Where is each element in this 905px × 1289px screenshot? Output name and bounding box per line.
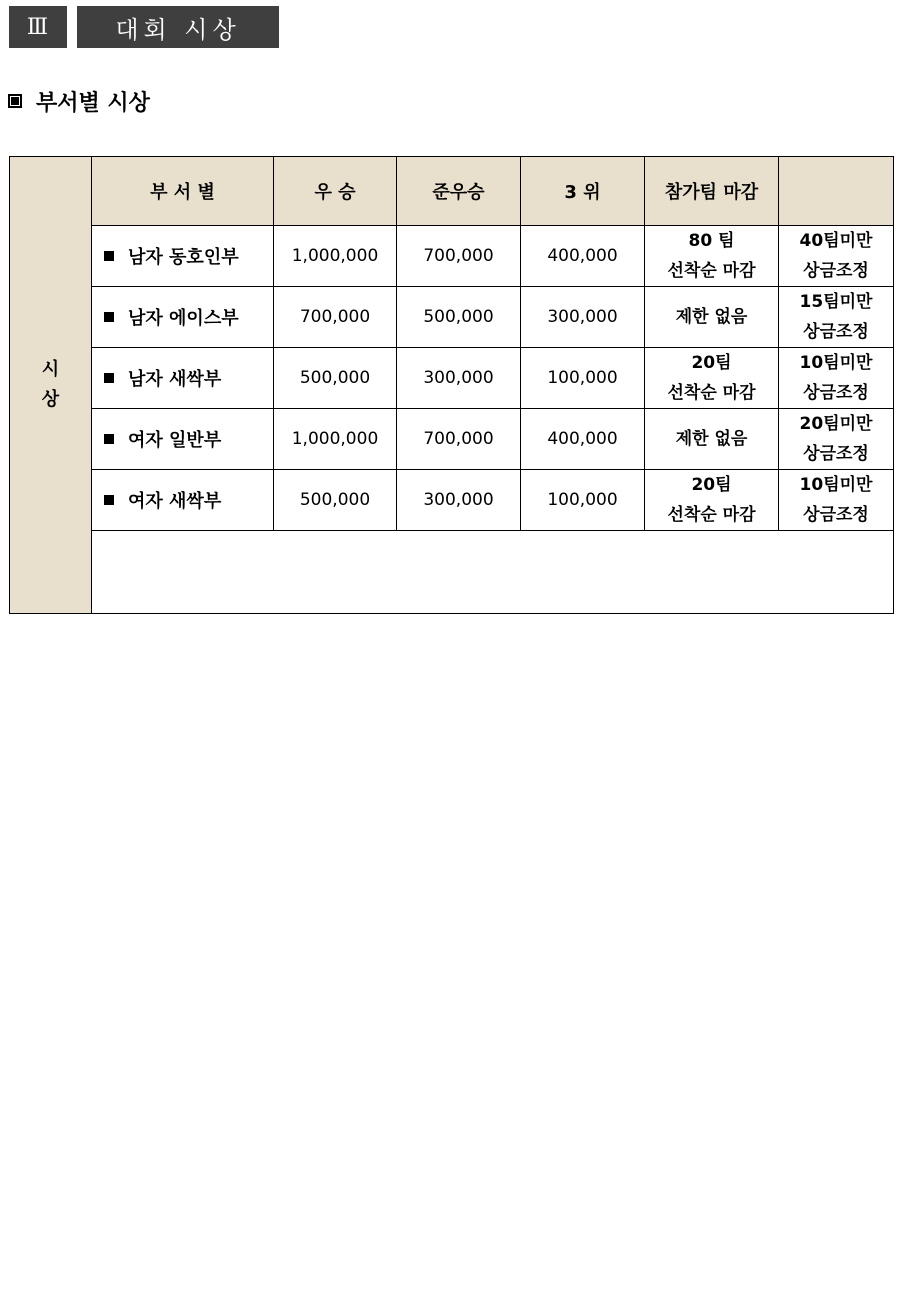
bullet-square-icon [104,373,114,383]
third-prize: 300,000 [521,287,645,348]
first-prize: 500,000 [274,470,397,531]
empty-cell [92,531,894,614]
deadline-cell [645,470,779,531]
dept-label: 남자 동호인부 [128,247,239,268]
deadline-line1: 20팀 [691,475,732,495]
header-dept: 부 서 별 [92,157,274,226]
bullet-square-icon [104,434,114,444]
note-line2: 상금조정 [803,444,869,464]
dept-label: 여자 일반부 [128,430,222,451]
note-line2: 상금조정 [803,505,869,525]
note-line1: 20팀미만 [799,414,873,434]
deadline-line1: 제한 없음 [675,429,748,449]
dept-cell [92,226,274,287]
dept-cell [92,287,274,348]
header-second: 준우승 [397,157,521,226]
note-cell [779,226,894,287]
second-prize: 700,000 [397,226,521,287]
subheading-text: 부서별 시상 [36,90,150,116]
first-prize: 500,000 [274,348,397,409]
note-line2: 상금조정 [803,261,869,281]
dept-cell [92,409,274,470]
third-prize: 100,000 [521,470,645,531]
deadline-cell [645,226,779,287]
second-prize: 300,000 [397,470,521,531]
third-prize: 400,000 [521,226,645,287]
side-label-line2: 상 [41,389,60,410]
deadline-line1: 20팀 [691,353,732,373]
second-prize: 700,000 [397,409,521,470]
table-row [10,470,894,531]
dept-label: 여자 새싹부 [128,491,222,512]
note-cell [779,470,894,531]
header-deadline: 참가팀 마감 [645,157,779,226]
dept-label: 남자 에이스부 [128,308,239,329]
third-prize: 100,000 [521,348,645,409]
note-line1: 15팀미만 [799,292,873,312]
deadline-cell [645,348,779,409]
note-line2: 상금조정 [803,383,869,403]
square-in-square-icon [8,94,22,108]
table-header-row [10,157,894,226]
note-cell [779,409,894,470]
deadline-line2: 선착순 마감 [667,383,756,403]
deadline-line1: 80 팀 [688,231,735,251]
subheading [8,86,150,116]
note-line2: 상금조정 [803,322,869,342]
side-label [10,157,92,614]
side-label-line1: 시 [41,359,60,380]
deadline-line2: 선착순 마감 [667,261,756,281]
bullet-square-icon [104,251,114,261]
note-cell [779,287,894,348]
deadline-cell [645,409,779,470]
deadline-cell [645,287,779,348]
note-line1: 10팀미만 [799,353,873,373]
table-row [10,409,894,470]
first-prize: 1,000,000 [274,409,397,470]
dept-cell [92,470,274,531]
dept-cell [92,348,274,409]
bullet-square-icon [104,495,114,505]
section-number: Ⅲ [9,6,67,48]
note-line1: 40팀미만 [799,231,873,251]
section-title: 대회 시상 [77,6,279,48]
table-row [10,348,894,409]
second-prize: 300,000 [397,348,521,409]
table-row [10,226,894,287]
note-line1: 10팀미만 [799,475,873,495]
header-third: 3 위 [521,157,645,226]
empty-row [10,531,894,614]
dept-label: 남자 새싹부 [128,369,222,390]
first-prize: 1,000,000 [274,226,397,287]
table-row [10,287,894,348]
awards-table [9,156,894,614]
header-note [779,157,894,226]
deadline-line2: 선착순 마감 [667,505,756,525]
first-prize: 700,000 [274,287,397,348]
header-first: 우 승 [274,157,397,226]
deadline-line1: 제한 없음 [675,307,748,327]
third-prize: 400,000 [521,409,645,470]
bullet-square-icon [104,312,114,322]
note-cell [779,348,894,409]
second-prize: 500,000 [397,287,521,348]
